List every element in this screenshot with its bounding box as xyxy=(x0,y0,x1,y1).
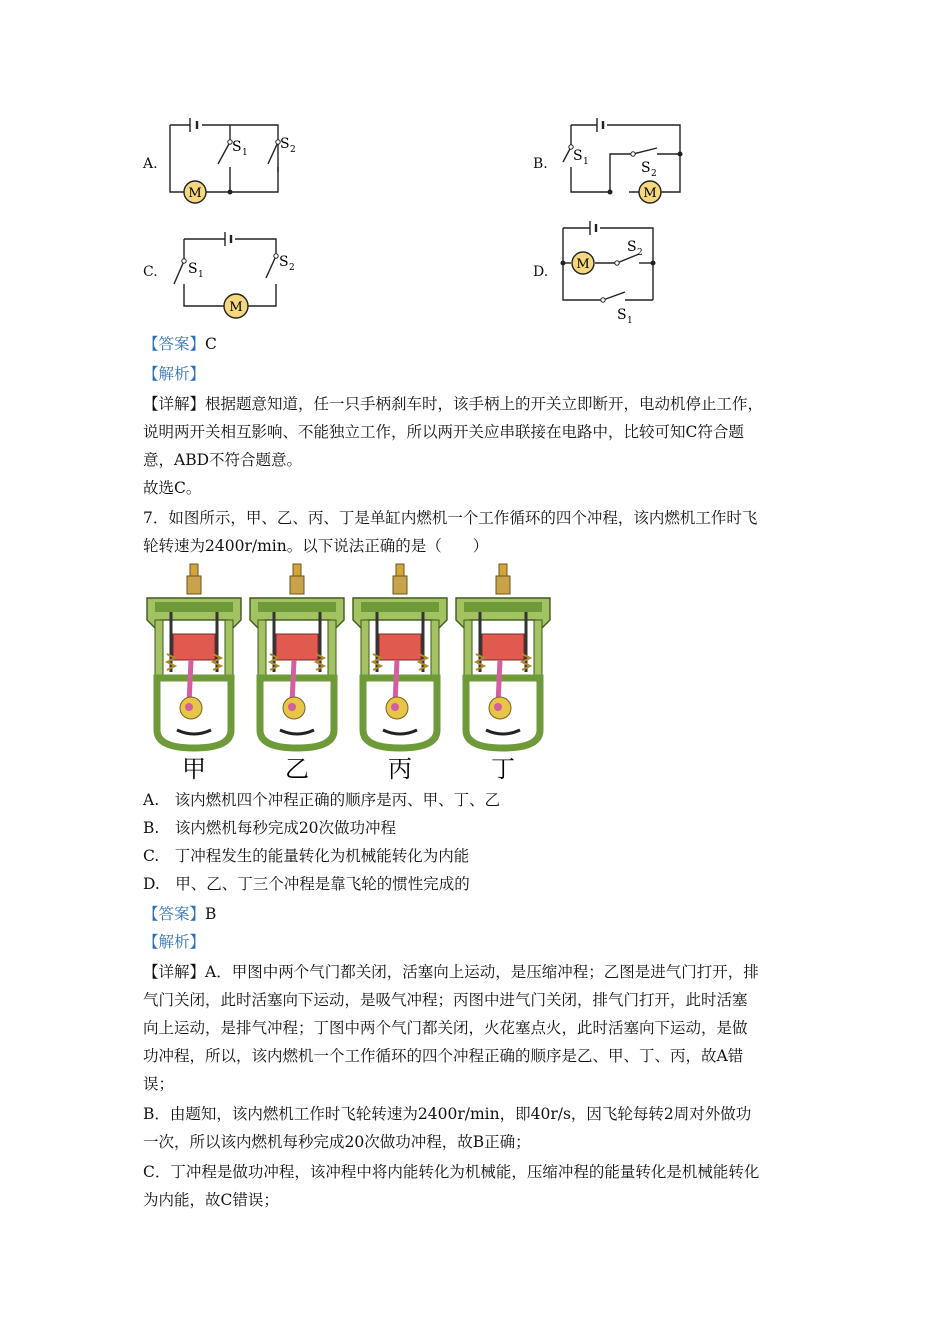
option-d-label: D. xyxy=(533,264,549,280)
q7-detail-line-4: 功冲程，所以，该内燃机一个工作循环的四个冲程正确的顺序是乙、甲、丁、丙，故A错 xyxy=(143,1047,744,1065)
svg-text:M: M xyxy=(576,257,590,272)
svg-text:1: 1 xyxy=(627,316,633,326)
svg-text:S: S xyxy=(232,139,242,155)
engine-strokes-figure xyxy=(143,562,563,784)
q7-detail-line-1: 【详解】A．甲图中两个气门都关闭，活塞向上运动，是压缩冲程；乙图是进气门打开，排 xyxy=(143,963,759,981)
option-b-label: B. xyxy=(533,156,548,172)
svg-text:S: S xyxy=(280,136,290,152)
motor-label: M xyxy=(188,186,202,201)
stroke-label-bing: 丙 xyxy=(388,755,412,783)
q7-detail-line-6: B．由题知，该内燃机工作时飞轮转速为2400r/min，即40r/s，因飞轮每转2周对外做功 xyxy=(143,1105,752,1123)
q7-option-d: D. 甲、乙、丁三个冲程是靠飞轮的惯性完成的 xyxy=(143,875,470,893)
svg-text:M: M xyxy=(643,186,657,201)
svg-text:S: S xyxy=(617,307,627,323)
q6-detail-line-3: 意，ABD不符合题意。 xyxy=(143,451,303,469)
q6-detail-line-1: 【详解】根据题意知道，任一只手柄刹车时，该手柄上的开关立即断开，电动机停止工作， xyxy=(143,395,764,413)
svg-text:2: 2 xyxy=(651,169,657,179)
q7-detail-line-5: 误； xyxy=(143,1075,175,1093)
circuit-diagram-d xyxy=(555,216,695,326)
q7-stem-line-2: 轮转速为2400r/min。以下说法正确的是（ ） xyxy=(143,537,489,555)
q7-detail-line-3: 向上运动，是排气冲程；丁图中两个气门都关闭，火花塞点火，此时活塞向下运动，是做 xyxy=(143,1019,748,1037)
q6-analysis-tag: 【解析】 xyxy=(143,365,206,383)
stroke-label-yi: 乙 xyxy=(285,755,309,783)
q7-detail-line-7: 一次，所以该内燃机每秒完成20次做功冲程，故B正确； xyxy=(143,1133,531,1151)
svg-text:S: S xyxy=(641,160,651,176)
svg-text:S: S xyxy=(573,148,583,164)
circuit-diagram-b xyxy=(555,112,695,212)
q7-stem-line-1: 7．如图所示，甲、乙、丙、丁是单缸内燃机一个工作循环的四个冲程，该内燃机工作时飞 xyxy=(143,509,758,527)
q7-analysis-tag: 【解析】 xyxy=(143,933,206,951)
circuit-diagram-a xyxy=(160,112,310,212)
stroke-label-jia: 甲 xyxy=(182,755,206,783)
q7-detail-line-8: C．丁冲程是做功冲程，该冲程中将内能转化为机械能，压缩冲程的能量转化是机械能转化 xyxy=(143,1163,760,1181)
q7-answer: 【答案】B xyxy=(143,905,217,923)
svg-text:2: 2 xyxy=(289,263,295,273)
q6-detail-line-2: 说明两开关相互影响、不能独立工作，所以两开关应串联接在电路中，比较可知C符合题 xyxy=(143,423,744,441)
q6-conclusion: 故选C。 xyxy=(143,479,202,497)
svg-text:1: 1 xyxy=(198,270,204,280)
svg-text:2: 2 xyxy=(637,248,643,258)
svg-text:1: 1 xyxy=(242,148,248,158)
svg-text:S: S xyxy=(279,254,289,270)
svg-text:S: S xyxy=(627,239,637,255)
stroke-label-ding: 丁 xyxy=(491,755,515,783)
circuit-diagram-c xyxy=(160,226,310,326)
q6-answer: 【答案】C xyxy=(143,335,217,353)
svg-text:1: 1 xyxy=(583,157,589,167)
q7-option-a: A. 该内燃机四个冲程正确的顺序是丙、甲、丁、乙 xyxy=(143,791,501,809)
svg-text:S: S xyxy=(188,261,198,277)
q7-detail-line-2: 气门关闭，此时活塞向下运动，是吸气冲程；丙图中进气门关闭，排气门打开，此时活塞 xyxy=(143,991,748,1009)
svg-text:M: M xyxy=(229,300,243,315)
q7-option-c: C. 丁冲程发生的能量转化为机械能转化为内能 xyxy=(143,847,470,865)
svg-text:2: 2 xyxy=(290,145,296,155)
option-c-label: C. xyxy=(143,264,158,280)
q7-detail-line-9: 为内能，故C错误； xyxy=(143,1191,279,1209)
option-a-label: A. xyxy=(143,156,158,172)
q7-option-b: B. 该内燃机每秒完成20次做功冲程 xyxy=(143,819,397,837)
